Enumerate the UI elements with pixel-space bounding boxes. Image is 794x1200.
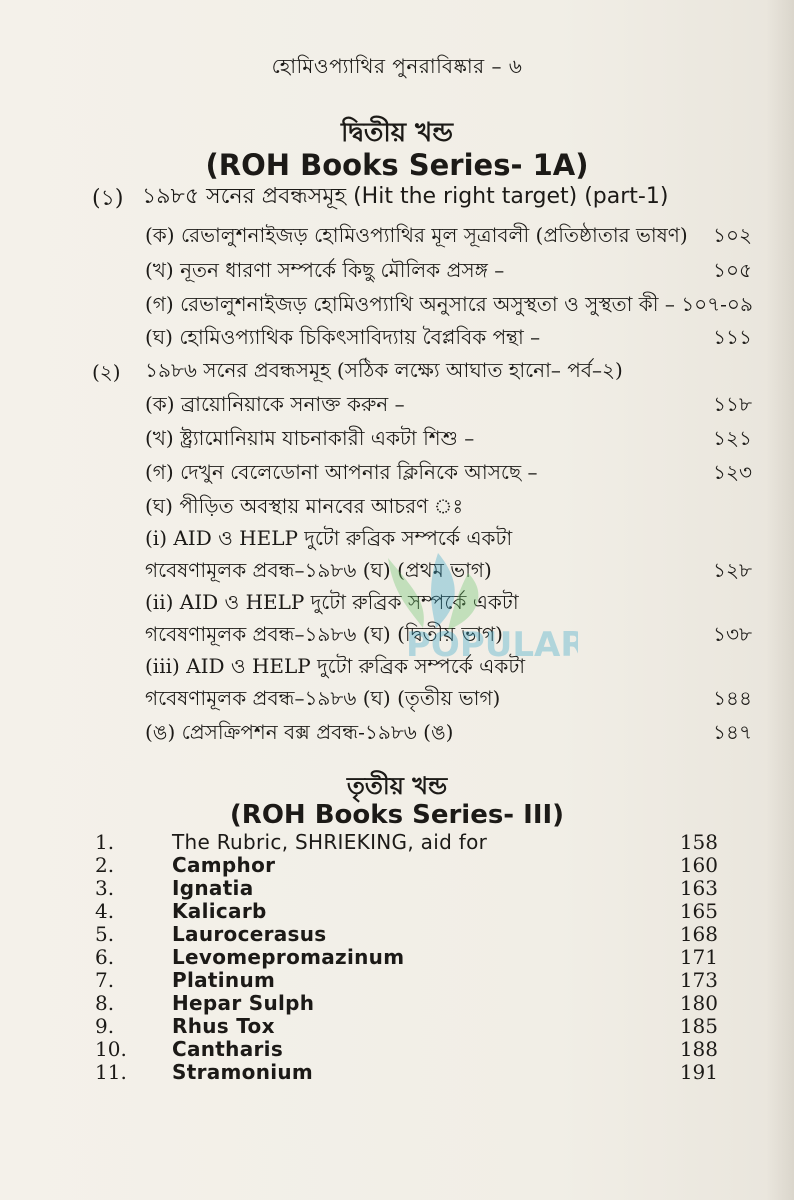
toc-subitem-iii-line2: গবেষণামূলক প্রবন্ধ–১৯৮৬ (ঘ) (তৃতীয় ভাগ) bbox=[145, 686, 501, 710]
list-item-page: 171 bbox=[679, 945, 718, 969]
list-item-title: Platinum bbox=[172, 968, 276, 992]
toc-item-2-1-b: (খ) নূতন ধারণা সম্পর্কে কিছু মৌলিক প্রসঙ্গ – bbox=[145, 258, 505, 282]
list-item-index: 5. bbox=[95, 922, 115, 946]
toc-item-2-2-b: (খ) ষ্ট্র্যামোনিয়াম যাচনাকারী একটা শিশু – bbox=[145, 426, 475, 450]
list-item-page: 180 bbox=[679, 991, 718, 1015]
list-item-page: 158 bbox=[679, 830, 718, 854]
section-3-title: তৃতীয় খন্ড bbox=[346, 771, 448, 800]
section-3-series: (ROH Books Series- III) bbox=[229, 800, 565, 830]
page-edge-shadow bbox=[766, 0, 794, 1200]
toc-page-2-1-a: ১০২ bbox=[713, 223, 752, 247]
list-item-page: 165 bbox=[679, 899, 718, 923]
list-item-index: 2. bbox=[95, 853, 115, 877]
part-1-number: (১) bbox=[92, 186, 124, 211]
list-item-title: Ignatia bbox=[172, 876, 254, 900]
list-item-title: Levomepromazinum bbox=[172, 945, 405, 969]
toc-page-2-1-d: ১১১ bbox=[713, 325, 752, 349]
toc-page-2-1-b: ১০৫ bbox=[713, 258, 752, 282]
running-header: হোমিওপ্যাথির পুনরাবিষ্কার – ৬ bbox=[271, 54, 523, 78]
toc-item-2-2-e: (ঙ) প্রেসক্রিপশন বক্স প্রবন্ধ-১৯৮৬ (ঙ) bbox=[145, 720, 454, 744]
list-item-index: 10. bbox=[95, 1037, 127, 1061]
list-item-page: 185 bbox=[679, 1014, 718, 1038]
toc-item-2-1-d: (ঘ) হোমিওপ্যাথিক চিকিৎসাবিদ্যায় বৈপ্লবিক পন্থা – bbox=[145, 325, 541, 349]
toc-subitem-i-page: ১২৮ bbox=[713, 558, 752, 582]
part-1-heading-en: (Hit the right target) (part-1) bbox=[353, 184, 669, 209]
section-2-series: (ROH Books Series- 1A) bbox=[205, 148, 589, 182]
toc-subitem-iii-line1: (iii) AID ও HELP দুটো রুব্রিক সম্পর্কে একটা bbox=[145, 654, 526, 678]
list-item-index: 8. bbox=[95, 991, 115, 1015]
list-item-index: 3. bbox=[95, 876, 115, 900]
list-item-title: Camphor bbox=[172, 853, 276, 877]
list-item-title: Laurocerasus bbox=[172, 922, 327, 946]
toc-item-2-2-c: (গ) দেখুন বেলেডোনা আপনার ক্লিনিকে আসছে – bbox=[145, 460, 538, 484]
list-item-title: Cantharis bbox=[172, 1037, 284, 1061]
publisher-watermark-logo bbox=[318, 548, 578, 688]
toc-subitem-i-line2: গবেষণামূলক প্রবন্ধ–১৯৮৬ (ঘ) (প্রথম ভাগ) bbox=[145, 558, 492, 582]
toc-page-2-2-e: ১৪৭ bbox=[713, 720, 752, 744]
part-2-number: (২) bbox=[92, 360, 121, 384]
list-item-title: Rhus Tox bbox=[172, 1014, 275, 1038]
toc-subitem-ii-line2: গবেষণামূলক প্রবন্ধ–১৯৮৬ (ঘ) (দ্বিতীয় ভাগ) bbox=[145, 622, 503, 646]
list-item-index: 1. bbox=[95, 830, 115, 854]
list-item-page: 163 bbox=[679, 876, 718, 900]
toc-item-2-1-c: (গ) রেভালুশনাইজড় হোমিওপ্যাথি অনুসারে অসুস্থতা ও সুস্থতা কী – ১০৭-০৯ bbox=[145, 292, 753, 316]
list-item-index: 7. bbox=[95, 968, 115, 992]
toc-item-2-2-a: (ক) ব্রায়োনিয়াকে সনাক্ত করুন – bbox=[145, 392, 405, 416]
part-1-heading bbox=[142, 186, 668, 208]
part-2-heading: ১৯৮৬ সনের প্রবন্ধসমূহ (সঠিক লক্ষ্যে আঘাত হানো– পর্ব–২) bbox=[145, 358, 623, 382]
part-1-heading-bn: ১৯৮৫ সনের প্রবন্ধসমূহ bbox=[142, 184, 347, 209]
list-item-index: 11. bbox=[95, 1060, 127, 1084]
list-item-page: 191 bbox=[679, 1060, 718, 1084]
list-item-index: 4. bbox=[95, 899, 115, 923]
list-item-index: 9. bbox=[95, 1014, 115, 1038]
toc-page-2-2-b: ১২১ bbox=[713, 426, 752, 450]
section-2-title: দ্বিতীয় খন্ড bbox=[340, 118, 454, 148]
toc-page-2-2-c: ১২৩ bbox=[713, 460, 752, 484]
list-item-title: The Rubric, SHRIEKING, aid for bbox=[172, 830, 488, 854]
toc-subitem-i-line1: (i) AID ও HELP দুটো রুব্রিক সম্পর্কে একটা bbox=[145, 526, 513, 550]
list-item-page: 160 bbox=[679, 853, 718, 877]
toc-subitem-iii-page: ১৪৪ bbox=[713, 686, 752, 710]
toc-subitem-ii-page: ১৩৮ bbox=[713, 622, 752, 646]
list-item-index: 6. bbox=[95, 945, 115, 969]
list-item-page: 173 bbox=[679, 968, 718, 992]
svg-text:POPULAR: POPULAR bbox=[406, 625, 578, 665]
list-item-page: 168 bbox=[679, 922, 718, 946]
toc-subitem-ii-line1: (ii) AID ও HELP দুটো রুব্রিক সম্পর্কে একটা bbox=[145, 590, 519, 614]
toc-item-2-2-d: (ঘ) পীড়িত অবস্থায় মানবের আচরণ ঃ bbox=[145, 494, 464, 518]
list-item-title: Hepar Sulph bbox=[172, 991, 315, 1015]
list-item-page: 188 bbox=[679, 1037, 718, 1061]
toc-item-2-1-a: (ক) রেভালুশনাইজড় হোমিওপ্যাথির মূল সূত্রাবলী (প্রতিষ্ঠাতার ভাষণ) bbox=[145, 223, 688, 247]
toc-page-2-2-a: ১১৮ bbox=[713, 392, 752, 416]
list-item-title: Kalicarb bbox=[172, 899, 267, 923]
list-item-title: Stramonium bbox=[172, 1060, 314, 1084]
